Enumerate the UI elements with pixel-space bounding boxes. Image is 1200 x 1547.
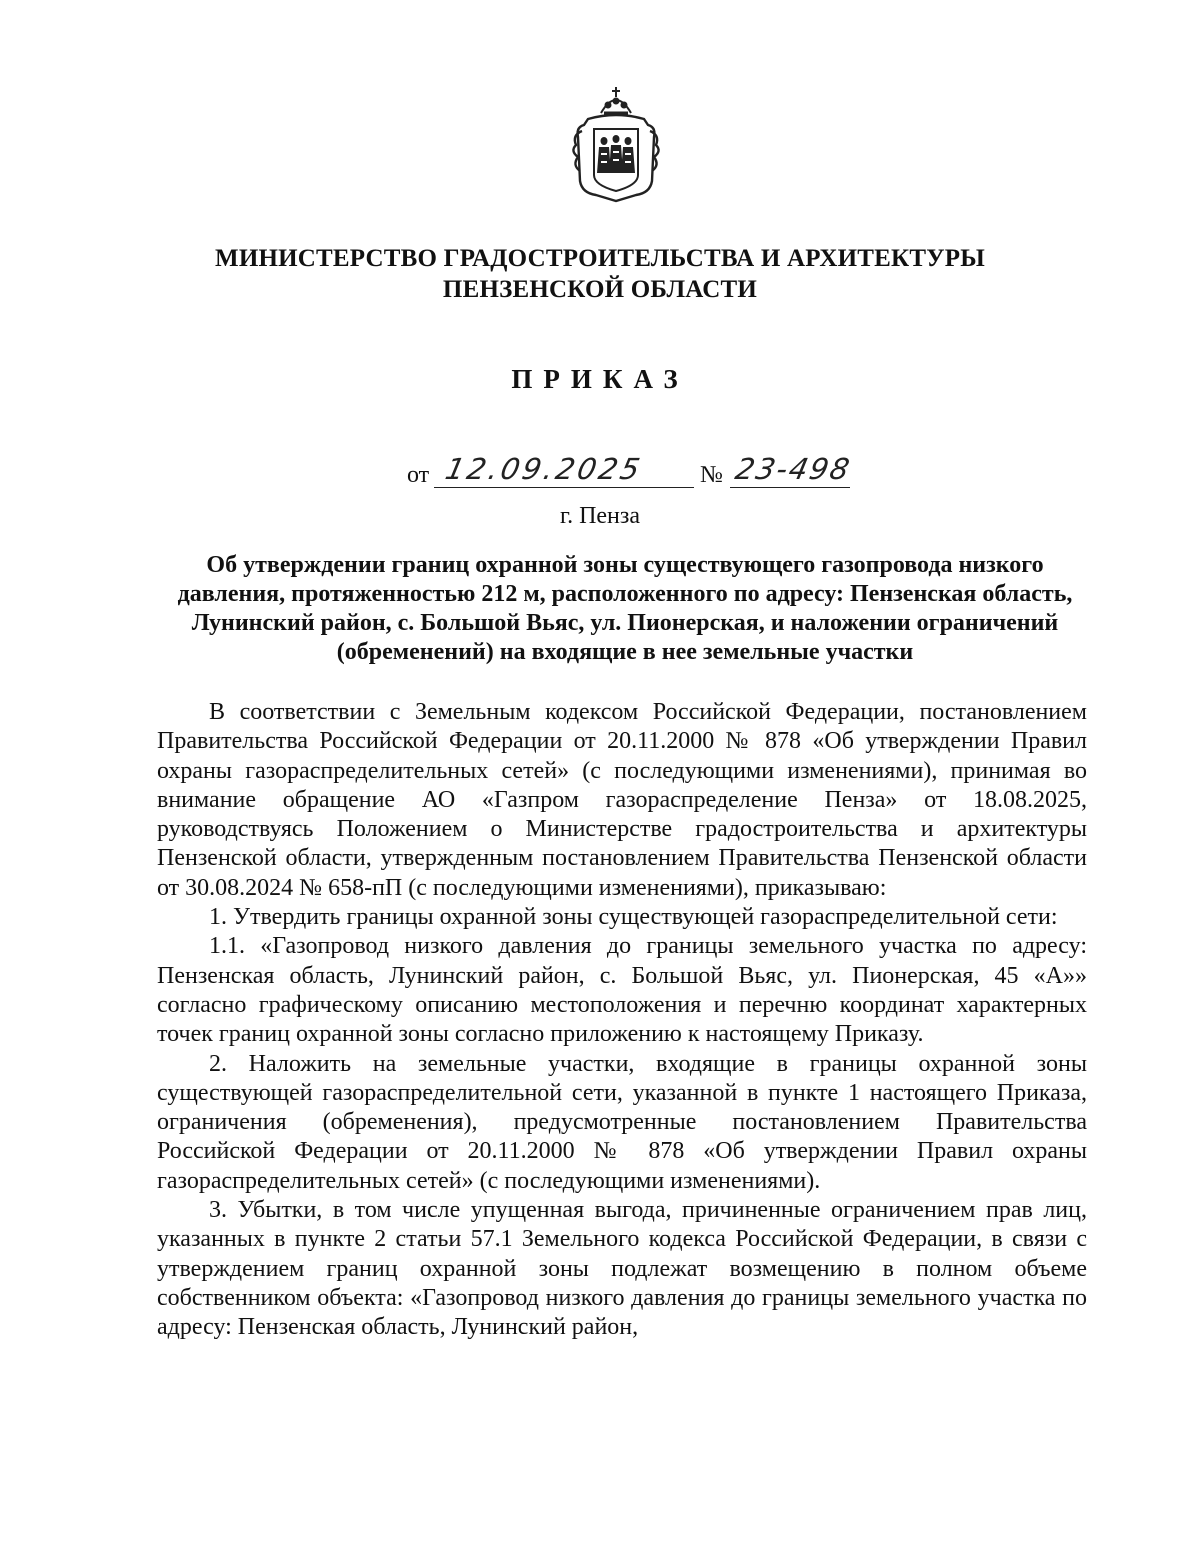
- handwritten-date: 12.09.2025: [442, 452, 646, 486]
- coat-of-arms-emblem-icon: [566, 85, 666, 205]
- city-name: г. Пенза: [559, 503, 641, 529]
- body-paragraph-item-1-1: 1.1. «Газопровод низкого давления до границы земельного участка по адресу: Пензенская область, Лунинский район, с. Большой Вьяс, ул. Пионерская, 45 «А»» согласно графическому описанию местоположения и перечню координат характерных точек границ охранной зоны согласно приложению к настоящему Приказу.: [157, 933, 1087, 1048]
- ministry-name-line1: МИНИСТЕРСТВО ГРАДОСТРОИТЕЛЬСТВА И АРХИТЕКТУРЫ: [215, 245, 985, 272]
- body-paragraph-item-3: 3. Убытки, в том числе упущенная выгода, причиненные ограничением прав лиц, указанных в пункте 2 статьи 57.1 Земельного кодекса Российской Федерации, в связи с утверждением границ охранной зоны подлежат возмещению в полном объеме собственником объекта: «Газопровод низкого давления до границы земельного участка по адресу: Пензенская область, Лунинский район,: [157, 1197, 1087, 1341]
- body-paragraph-item-2: 2. Наложить на земельные участки, входящие в границы охранной зоны существующей газораспределительной сети, указанной в пункте 1 настоящего Приказа, ограничения (обременения), предусмотренные постановлением Правительства Российской Федерации от 20.11.2000 № 878 «Об утверждении Правил охраны газораспределительных сетей» (с последующими изменениями).: [157, 1050, 1087, 1194]
- number-label: №: [700, 462, 723, 488]
- order-date-number-line: [0, 454, 1200, 494]
- date-label: от: [407, 462, 430, 488]
- ministry-name: [0, 243, 1200, 305]
- order-body: [157, 698, 1087, 1343]
- ministry-name-line2: ПЕНЗЕНСКОЙ ОБЛАСТИ: [442, 276, 758, 303]
- handwritten-number: 23-498: [732, 452, 855, 486]
- date-underline: [434, 487, 694, 488]
- body-paragraph-preamble: В соответствии с Земельным кодексом Российской Федерации, постановлением Правительства Российской Федерации от 20.11.2000 № 878 «Об утверждении Правил охраны газораспределительных сетей» (с последующими изменениями), принимая во внимание обращение АО «Газпром газораспределение Пенза» от 18.08.2025, руководствуясь Положением о Министерстве градостроительства и архитектуры Пензенской области, утвержденным постановлением Правительства Пензенской области от 30.08.2024 № 658-пП (с последующими изменениями), приказываю:: [157, 699, 1087, 901]
- order-subject: Об утверждении границ охранной зоны существующего газопровода низкого давления, протяженностью 212 м, расположенного по адресу: Пензенская область, Лунинский район, с. Большой Вьяс, ул. Пионерская, и наложении ограничений (обременений) на входящие в нее земельные участки: [177, 552, 1073, 665]
- body-paragraph-item-1: 1. Утвердить границы охранной зоны существующей газораспределительной сети:: [209, 904, 1058, 931]
- order-title: ПРИКАЗ: [511, 364, 689, 394]
- number-underline: [730, 487, 850, 488]
